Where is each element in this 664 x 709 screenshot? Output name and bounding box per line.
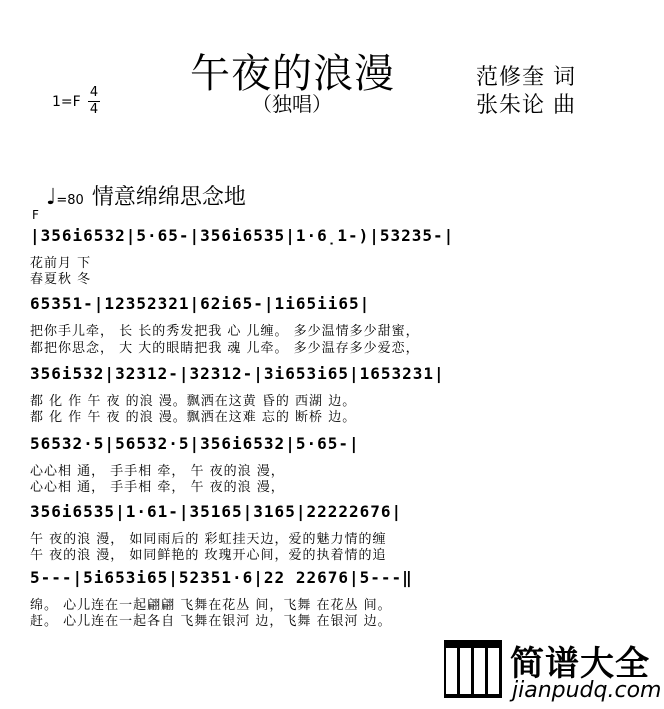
lyrics-line-1-verse-1: 花前月 下 (30, 256, 92, 271)
watermark-text: 简谱大全 (510, 644, 650, 684)
notation-line-5: 356i6535|1·61-|35165|3165|22222676| (30, 502, 403, 521)
lyrics-line-1-verse-2: 春夏秋 冬 (30, 272, 92, 287)
lyrics-line-2-verse-2: 都把你思念， 大 大的眼睛把我 魂 儿牵。 多少温存多少爱恋， (30, 341, 420, 356)
lyrics-line-4-verse-1: 心心相 通， 手手相 牵， 午 夜的浪 漫， (30, 464, 285, 479)
notation-line-1: |356i6532|5·65-|356i6535|1·6̣1-)|53235-| (30, 226, 455, 245)
notation-line-6: 5---|5i653i65|52351·6|22 22676|5---‖ (30, 568, 413, 587)
time-signature-top: 4 (89, 85, 99, 100)
expression-marking: 情意绵绵思念地 (91, 185, 246, 210)
piano-keys-icon (444, 640, 502, 698)
composer-credit: 张朱论 曲 (476, 93, 576, 118)
notation-line-3: 356i532|32312-|32312-|3i653i65|1653231| (30, 364, 445, 383)
notation-line-2: 65351-|12352321|62i65-|1i65ii65| (30, 294, 371, 313)
tempo-bpm: =80 (56, 193, 84, 208)
tempo-marking (46, 180, 246, 211)
quarter-note-icon: ♩ (46, 185, 57, 210)
dynamic-mark: F (32, 208, 39, 222)
song-title: 午夜的浪漫 (190, 51, 395, 97)
time-signature-bottom: 4 (89, 102, 99, 117)
lyrics-line-5-verse-1: 午 夜的浪 漫， 如同雨后的 彩虹挂天边，爱的魅力情的缠 (30, 532, 387, 547)
lyrics-line-6-verse-2: 赶。 心儿连在一起各自 飞舞在银河 边，飞舞 在银河 边。 (30, 614, 392, 629)
lyrics-line-5-verse-2: 午 夜的浪 漫， 如同鲜艳的 玫瑰开心间，爱的执着情的追 (30, 548, 387, 563)
lyrics-line-3-verse-2: 都 化 作 午 夜 的浪 漫。飘洒在这难 忘的 断桥 边。 (30, 410, 357, 425)
watermark-url: jianpudq.com (512, 678, 662, 703)
notation-line-4: 56532·5|56532·5|356i6532|5·65-| (30, 434, 360, 453)
lyrics-line-3-verse-1: 都 化 作 午 夜 的浪 漫。飘洒在这黄 昏的 西湖 边。 (30, 394, 357, 409)
song-subtitle: （独唱） (252, 92, 332, 116)
time-signature (88, 86, 100, 117)
lyrics-line-6-verse-1: 绵。 心儿连在一起翩翩 飞舞在花丛 间，飞舞 在花丛 间。 (30, 598, 392, 613)
key-signature: 1=F (52, 94, 81, 110)
lyricist-credit: 范修奎 词 (476, 65, 576, 90)
watermark-logo (438, 634, 664, 709)
lyrics-line-2-verse-1: 把你手儿牵， 长 长的秀发把我 心 儿缠。 多少温情多少甜蜜， (30, 324, 420, 339)
lyrics-line-4-verse-2: 心心相 通， 手手相 牵， 午 夜的浪 漫， (30, 480, 285, 495)
